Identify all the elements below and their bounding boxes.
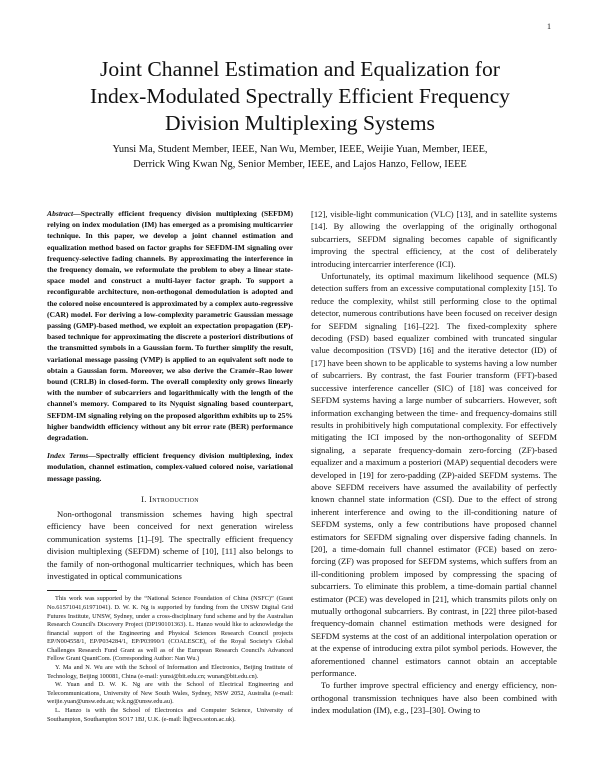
footnote-affiliation-soton: L. Hanzo is with the School of Electronics and Computer Science, University of Southampton, Southampton SO17 1BJ, U.K. (e-mail: lh@ecs.soton.ac.uk). <box>47 707 293 723</box>
footnote-divider <box>47 590 117 591</box>
index-terms <box>47 450 293 484</box>
body-paragraph: [12], visible-light communication (VLC) [13], and in satellite systems [14]. By allowing the overlapping of the originally orthogonal subcarriers, SEFDM signaling becomes capable of significantly improving the spectral efficiency, at the cost of deliberately introducing intercarrier interference (ICI). <box>311 209 557 269</box>
title-line: Index-Modulated Spectrally Efficient Frequency <box>90 84 510 108</box>
abstract-label: Abstract <box>47 209 74 218</box>
author-line: Yunsi Ma, Student Member, IEEE, Nan Wu, Member, IEEE, Weijie Yuan, Member, IEEE, <box>112 144 488 155</box>
index-terms-label: Index Terms <box>47 451 89 461</box>
abstract-text: —Spectrally efficient frequency division multiplexing (SEFDM) relying on index modulation (IM) has emerged as a promising multicarrier technique. In this paper, we develop a joint channel estimation and equalization method based on factor graphs for SEFDM-IM signaling over frequency-selective fading channels. By approximating the interference in the frequency domain, we reformulate the problem to obey a linear state-space model and construct a multi-layer factor graph. To support a reconfigurable architecture, non-orthogonal demodulation is adopted and the colored noise encountered is approximated by a complex auto-regressive (CAR) model. For deriving a low-complexity parametric Gaussian message passing (GMP)-based method, we exploit an expectation propagation (EP)-based technique for approximating the discrete a posteriori distributions of the transmitted symbols in a Gaussian form. To further simplify the result, variational message passing (VMP) is applied to an equivalent soft node to obtain a Gaussian form. Moreover, we also derive the Cramér–Rao lower bound (CRLB) in closed-form. The overall complexity only grows linearly with the number of subcarriers and logarithmically with the length of the channel's memory. Compared to its Nyquist signaling based counterpart, SEFDM-IM signaling relying on the proposed algorithm exhibits up to 25% higher bandwidth efficiency without any bit error rate (BER) performance degradation. <box>47 209 293 443</box>
title-line: Joint Channel Estimation and Equalization for <box>99 57 500 81</box>
abstract <box>47 208 293 443</box>
left-column <box>47 208 293 724</box>
title-line: Division Multiplexing Systems <box>165 111 435 135</box>
body-paragraph: Unfortunately, its optimal maximum likelihood sequence (MLS) detection suffers from an excessive computational complexity [15]. To reduce the complexity, whilst still performing close to the optimal detector, numerous contributions have been focused on receiver design for SEFDM signaling [16]–[22]. The fixed-complexity sphere decoding (FSD) based equalizer combined with truncated singular value decomposition (TSVD) [16] and the iterative detector (ID) of [17] have been shown to be applicable to systems having a low number of subcarriers. By contrast, the fast Fourier transform (FFT)-based successive interference canceller (SIC) of [18] was conceived for SEFDM systems having a large number of subcarriers. However, soft information exchanging between the time- and frequency-domains still results in prohibitively high computational complexity. For effectively mitigating the ICI imposed by the non-orthogonality of SEFDM signaling, a separate frequency-domain zero-forcing (ZF)-based equalizer and a maximum a posteriori (MAP) sequential decoders were developed in [19] for zero-padding (ZP)-aided SEFDM systems. The above SEFDM receivers have assumed the availability of perfectly known channel state information (CSI). Due to the effect of strong inherent interference and owing to the ill-conditioning nature of SEFDM systems, only a few contributions have proposed channel estimators for SEFDM signaling over dispersive fading channels. In [20], a time-domain full channel estimator (FCE) based on zero-forcing (ZF) was proposed for SEFDM systems, which suffers from an ill-conditioning problem imposed by compressing the spacing of subcarriers. To eliminate this problem, a time-domain partial channel estimator (PCE) was developed in [21], which transmits pilots only on mutually orthogonal subcarriers. By contrast, in [22] three pilot-based frequency-domain channel estimation methods were designed for SEFDM systems at the cost of an additional interpolation operation or at the expense of introducing extra pilot symbol periods. However, the aforementioned channel estimators cannot obtain an acceptable performance. <box>311 271 557 679</box>
index-terms-text: —Spectrally efficient frequency division multiplexing, index modulation, channel estimation, complex-valued colored noise, variational message passing. <box>47 451 294 483</box>
right-column <box>311 208 557 717</box>
body-paragraph: To further improve spectral efficiency and energy efficiency, non-orthogonal transmission techniques have also been combined with index modulation (IM), e.g., [23]–[30]. Owing to <box>311 680 557 716</box>
footnote-affiliation-bit: Y. Ma and N. Wu are with the School of Information and Electronics, Beijing Institute of Technology, Beijing 100081, China (e-mail: yunsi@bit.edu.cn; wunan@bit.edu.cn). <box>47 664 293 680</box>
author-list <box>40 142 560 172</box>
intro-paragraph: Non-orthogonal transmission schemes having high spectral efficiency have been conceived for next generation wireless communication systems [1]–[9]. The spectrally efficient frequency division multiplexing (SEFDM) scheme of [10], [11] also belongs to the family of non-orthogonal multicarrier techniques, which has been investigated in optical communications <box>47 508 293 581</box>
page-number: 1 <box>547 22 551 31</box>
footnote-affiliation-unsw: W. Yuan and D. W. K. Ng are with the School of Electrical Engineering and Telecommunications, University of New South Wales, Sydney, NSW 2052, Australia (e-mail: weijie.yuan@unsw.edu.au; w.k.ng@unsw.edu.au). <box>47 681 293 706</box>
section-heading-introduction: I. Introduction <box>141 493 199 504</box>
paper-title <box>40 56 560 137</box>
author-line: Derrick Wing Kwan Ng, Senior Member, IEEE, and Lajos Hanzo, Fellow, IEEE <box>133 159 467 170</box>
footnote-funding: This work was supported by the “National Science Foundation of China (NSFC)” (Grant No.61571041,61971041). D. W. K. Ng is supported by funding from the UNSW Digital Grid Futures Institute, UNSW, Sydney, under a cross-disciplinary fund scheme and by the Australian Research Council's Discovery Project (DP190101363). L. Hanzo would like to acknowledge the financial support of the Engineering and Physical Sciences Research Council projects EP/N004558/1, EP/P034284/1, EP/P03990/1 (COALESCE), of the Royal Society's Global Challenges Research Fund Grant as well as of the European Research Council's Advanced Fellow Grant QuantCom. (Corresponding Author: Nan Wu.) <box>47 595 293 663</box>
